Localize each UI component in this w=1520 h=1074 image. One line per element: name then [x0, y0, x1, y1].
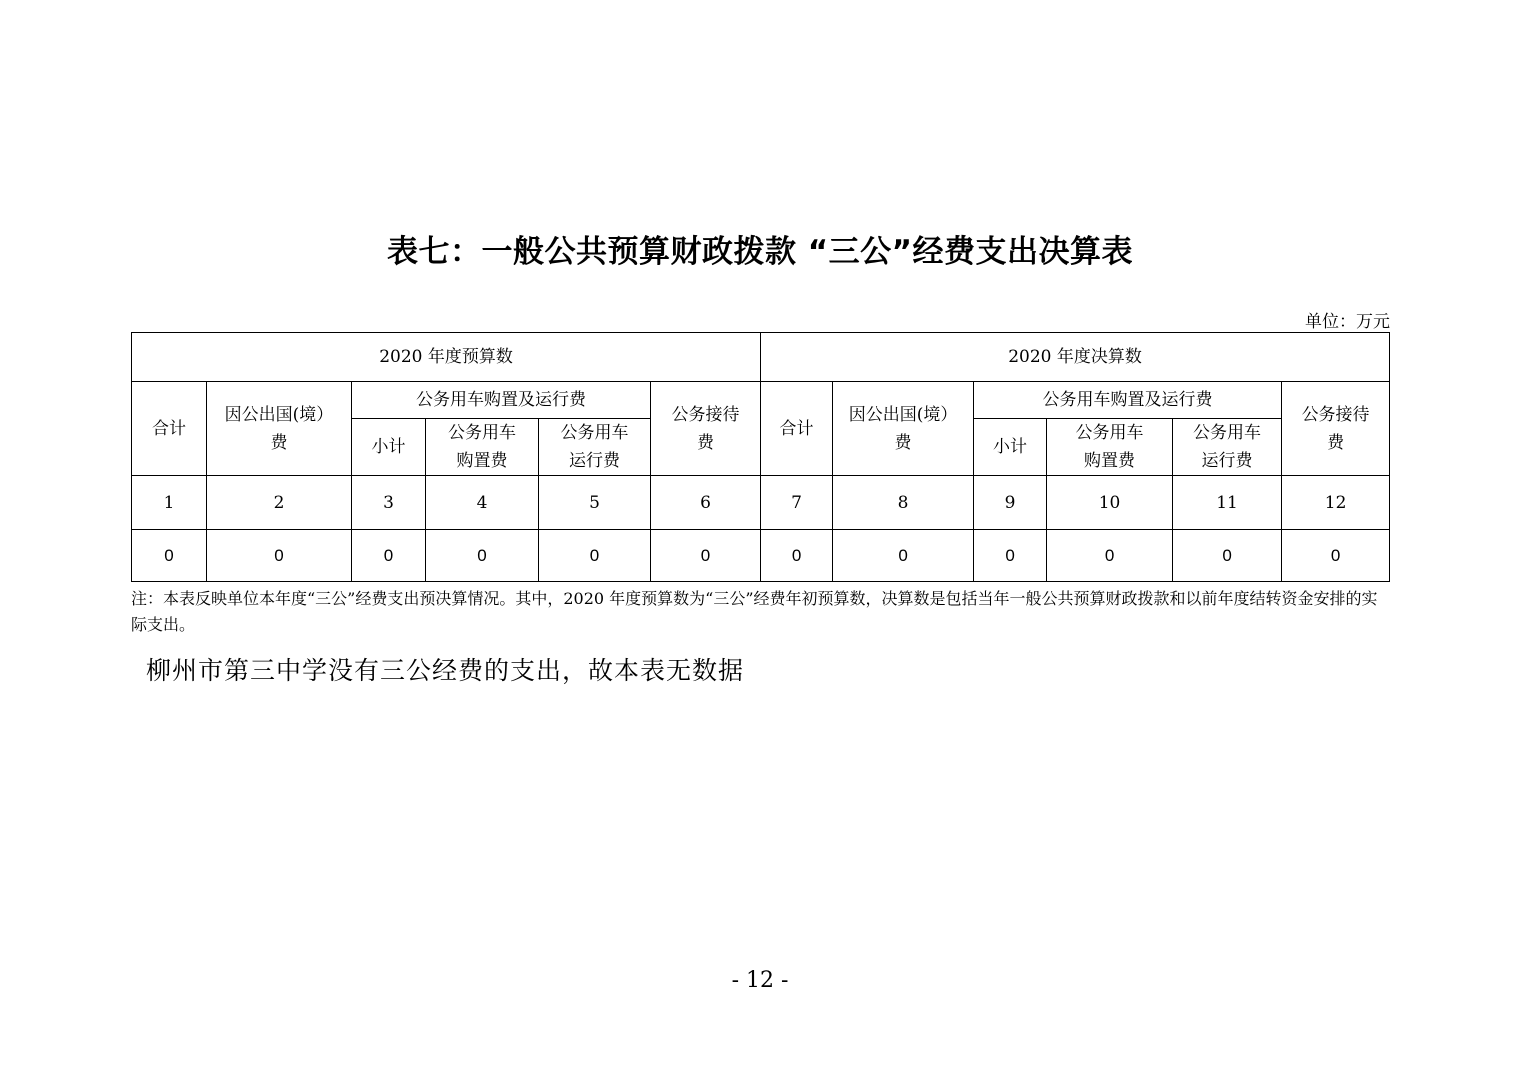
header-budget-car-buy: 公务用车 购置费 — [426, 419, 539, 476]
value-cell: 0 — [974, 530, 1047, 582]
header-budget-abroad: 因公出国(境） 费 — [207, 382, 352, 476]
header-budget-car-group: 公务用车购置及运行费 — [352, 382, 651, 419]
table-note: 注：本表反映单位本年度“三公”经费支出预决算情况。其中，2020 年度预算数为“三公”经费年初预算数，决算数是包括当年一般公共预算财政拨款和以前年度结转资金安排的实际支出。 — [131, 589, 1378, 634]
value-cell: 0 — [651, 530, 761, 582]
value-cell: 0 — [207, 530, 352, 582]
index-cell: 5 — [539, 476, 651, 530]
page-title: 表七：一般公共预算财政拨款 “三公”经费支出决算表 — [386, 234, 1134, 270]
value-cell: 0 — [539, 530, 651, 582]
header-final-reception: 公务接待 费 — [1282, 382, 1390, 476]
index-cell: 11 — [1173, 476, 1282, 530]
value-cell: 0 — [426, 530, 539, 582]
value-cell: 0 — [833, 530, 974, 582]
table-header-row-1 — [132, 382, 1390, 419]
value-cell: 0 — [1047, 530, 1173, 582]
index-cell: 8 — [833, 476, 974, 530]
unit-label: 单位：万元 — [1305, 312, 1390, 332]
index-cell: 3 — [352, 476, 426, 530]
index-row — [132, 476, 1390, 530]
value-cell: 0 — [761, 530, 833, 582]
header-budget-total: 合计 — [132, 382, 207, 476]
index-cell: 7 — [761, 476, 833, 530]
header-final-car-run: 公务用车 运行费 — [1173, 419, 1282, 476]
index-cell: 1 — [132, 476, 207, 530]
index-cell: 2 — [207, 476, 352, 530]
header-final-total: 合计 — [761, 382, 833, 476]
values-row — [132, 530, 1390, 582]
header-final-abroad: 因公出国(境） 费 — [833, 382, 974, 476]
index-cell: 4 — [426, 476, 539, 530]
header-budget-reception: 公务接待 费 — [651, 382, 761, 476]
value-cell: 0 — [352, 530, 426, 582]
page-number: - 12 - — [731, 968, 789, 993]
index-cell: 9 — [974, 476, 1047, 530]
header-final-car-group: 公务用车购置及运行费 — [974, 382, 1282, 419]
index-cell: 10 — [1047, 476, 1173, 530]
header-final-car-buy: 公务用车 购置费 — [1047, 419, 1173, 476]
value-cell: 0 — [1173, 530, 1282, 582]
expense-table — [131, 332, 1390, 582]
no-data-remark: 柳州市第三中学没有三公经费的支出，故本表无数据 — [146, 656, 745, 685]
header-final-group: 2020 年度决算数 — [761, 333, 1390, 382]
value-cell: 0 — [132, 530, 207, 582]
header-budget-subtotal: 小计 — [352, 419, 426, 476]
header-budget-car-run: 公务用车 运行费 — [539, 419, 651, 476]
index-cell: 6 — [651, 476, 761, 530]
table-header-group-row — [132, 333, 1390, 382]
index-cell: 12 — [1282, 476, 1390, 530]
header-budget-group: 2020 年度预算数 — [132, 333, 761, 382]
header-final-subtotal: 小计 — [974, 419, 1047, 476]
value-cell: 0 — [1282, 530, 1390, 582]
